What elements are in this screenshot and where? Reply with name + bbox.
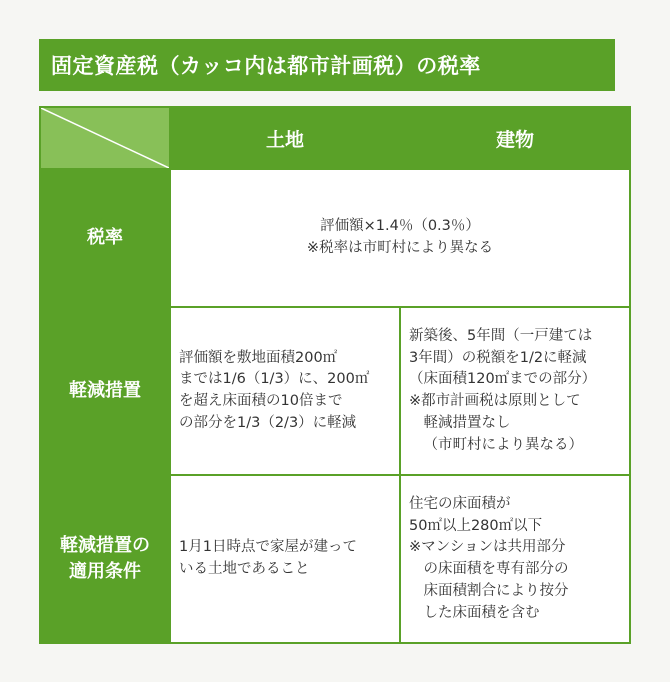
text-line: （床面積120㎡までの部分） (409, 371, 597, 388)
text-line: 新築後、5年間（一戸建ては (409, 327, 593, 344)
rate-cell (170, 169, 630, 307)
text-line: 50㎡以上280㎡以下 (409, 517, 543, 534)
table-row-conditions (40, 475, 630, 643)
text-line: （市町村により異なる） (423, 436, 583, 453)
text-line: 1月1日時点で家屋が建って (179, 539, 357, 556)
rate-line: 評価額×1.4％（0.3％） (320, 218, 480, 235)
tax-rate-table (39, 106, 631, 644)
row-header-line: 適用条件 (69, 561, 141, 582)
row-header-conditions (40, 475, 170, 643)
diagonal-line-icon (41, 108, 169, 168)
table-header-row (40, 107, 630, 169)
conditions-land-cell (170, 475, 400, 643)
text-line: した床面積を含む (423, 604, 540, 621)
corner-cell (40, 107, 170, 169)
column-header-building: 建物 (400, 107, 630, 169)
text-line: までは1/6（1/3）に、200㎡ (179, 371, 370, 388)
rate-note: ※税率は市町村により異なる (306, 240, 494, 256)
row-header-rate: 税率 (40, 169, 170, 307)
text-line: の部分を1/3（2/3）に軽減 (179, 414, 357, 431)
row-header-reduction: 軽減措置 (40, 307, 170, 475)
text-line: ※マンションは共用部分 (409, 539, 566, 556)
column-header-land: 土地 (170, 107, 400, 169)
page-title: 固定資産税（カッコ内は都市計画税）の税率 (39, 39, 615, 91)
table-row-reduction (40, 307, 630, 475)
text-line: 床面積割合により按分 (423, 582, 569, 599)
text-line: 3年間）の税額を1/2に軽減 (409, 349, 587, 366)
table-row-rate (40, 169, 630, 307)
reduction-land-cell (170, 307, 400, 475)
text-line: 住宅の床面積が (409, 495, 511, 512)
conditions-building-cell (400, 475, 630, 643)
text-line: を超え床面積の10倍まで (179, 393, 343, 409)
row-header-line: 軽減措置の (60, 534, 150, 556)
text-line: 軽減措置なし (423, 414, 511, 431)
text-line: の床面積を専有部分の (423, 561, 569, 577)
text-line: いる土地であること (179, 561, 310, 577)
text-line: ※都市計画税は原則として (409, 393, 581, 409)
reduction-building-cell (400, 307, 630, 475)
text-line: 評価額を敷地面積200㎡ (179, 349, 338, 366)
